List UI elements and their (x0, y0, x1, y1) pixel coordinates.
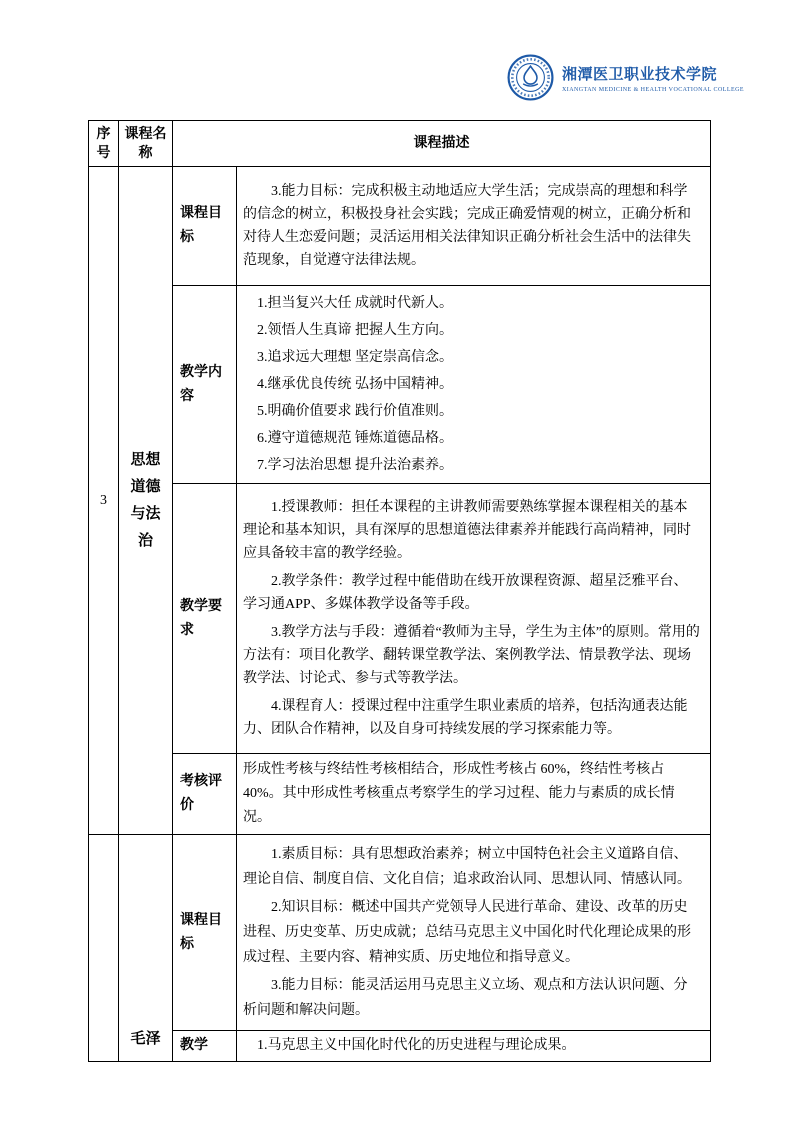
section-content-course-goals (237, 835, 711, 1031)
teaching-content-item: 3.追求远大理想 坚定崇高信念。 (257, 350, 453, 365)
content-paragraph: 3.能力目标：完成积极主动地适应大学生活；完成崇高的理想和科学的信念的树立，积极投身社会实践；完成正确爱情观的树立，正确分析和对待人生恋爱问题；灵活运用相关法律知识正确分析社会生活中的法律失范现象，自觉遵守法律法规。 (243, 184, 691, 268)
section-content-teaching-requirements (237, 484, 711, 754)
college-name-en: XIANGTAN MEDICINE & HEALTH VOCATIONAL COLLEGE (562, 86, 745, 93)
header-col-name: 课程名称 (119, 121, 173, 167)
college-logo-text (562, 63, 744, 93)
teaching-content-item: 6.遵守道德规范 锤炼道德品格。 (257, 431, 453, 446)
teaching-content-item: 2.领悟人生真谛 把握人生方向。 (257, 323, 453, 338)
college-emblem-icon (507, 54, 554, 101)
course-name: 毛泽 (130, 1031, 161, 1047)
content-paragraph: 3.能力目标：能灵活运用马克思主义立场、观点和方法认识问题、分析问题和解决问题。 (243, 978, 688, 1018)
table-row (89, 835, 711, 1031)
teaching-content-item: 5.明确价值要求 践行价值准则。 (257, 404, 453, 419)
section-content-assessment (237, 754, 711, 835)
table-row (89, 1031, 711, 1062)
content-paragraph: 1.素质目标：具有思想政治素养；树立中国特色社会主义道路自信、理论自信、制度自信、文化自信；追求政治认同、思想认同、情感认同。 (243, 847, 691, 887)
section-label-teaching-content: 教学内容 (173, 286, 237, 484)
section-label-course-goals: 课程目标 (173, 167, 237, 286)
teaching-content-item: 7.学习法治思想 提升法治素养。 (257, 458, 453, 473)
content-paragraph: 2.知识目标：概述中国共产党领导人民进行革命、建设、改革的历史进程、历史变革、历史成就；总结马克思主义中国化时代化理论成果的形成过程、主要内容、精神实质、历史地位和指导意义。 (243, 900, 691, 965)
course-table (88, 120, 711, 1062)
content-paragraph: 1.马克思主义中国化时代化的历史进程与理论成果。 (257, 1038, 576, 1053)
college-logo (507, 54, 744, 101)
header-col-desc: 课程描述 (173, 121, 711, 167)
content-paragraph: 2.教学条件：教学过程中能借助在线开放课程资源、超星泛雅平台、学习通APP、多媒体教学设备等手段。 (243, 574, 688, 612)
table-header-row (89, 121, 711, 167)
teaching-content-item: 4.继承优良传统 弘扬中国精神。 (257, 377, 453, 392)
college-name-cn: 湘潭医卫职业技术学院 (562, 66, 718, 83)
section-content-teaching (237, 1031, 711, 1062)
content-paragraph: 形成性考核与终结性考核相结合，形成性考核占 60%，终结性考核占40%。其中形成性考核重点考察学生的学习过程、能力与素质的成长情况。 (243, 762, 675, 825)
header-col-no: 序号 (89, 121, 119, 167)
table-row (89, 484, 711, 754)
section-content-teaching-content (237, 286, 711, 484)
section-label-assessment: 考核评价 (173, 754, 237, 835)
section-label-teaching-requirements: 教学要求 (173, 484, 237, 754)
course-number-cell (89, 835, 119, 1062)
content-paragraph: 3.教学方法与手段：遵循着“教师为主导，学生为主体”的原则。常用的方法有：项目化教学、翻转课堂教学法、案例教学法、情景教学法、现场教学法、讨论式、参与式等教学法。 (243, 625, 700, 686)
course-number-cell: 3 (89, 167, 119, 835)
content-paragraph: 1.授课教师：担任本课程的主讲教师需要熟练掌握本课程相关的基本理论和基本知识，具有深厚的思想道德法律素养并能践行高尚精神，同时应具备较丰富的教学经验。 (243, 500, 691, 561)
table-row (89, 754, 711, 835)
teaching-content-item: 1.担当复兴大任 成就时代新人。 (257, 296, 453, 311)
course-name-cell (119, 835, 173, 1062)
section-label-teaching: 教学 (173, 1031, 237, 1062)
section-content-course-goals (237, 167, 711, 286)
course-name: 思想道德与法治 (130, 451, 161, 549)
table-row (89, 286, 711, 484)
table-row (89, 167, 711, 286)
course-name-cell (119, 167, 173, 835)
section-label-course-goals: 课程目标 (173, 835, 237, 1031)
content-paragraph: 4.课程育人：授课过程中注重学生职业素质的培养，包括沟通表达能力、团队合作精神，以及自身可持续发展的学习探索能力等。 (243, 699, 688, 737)
